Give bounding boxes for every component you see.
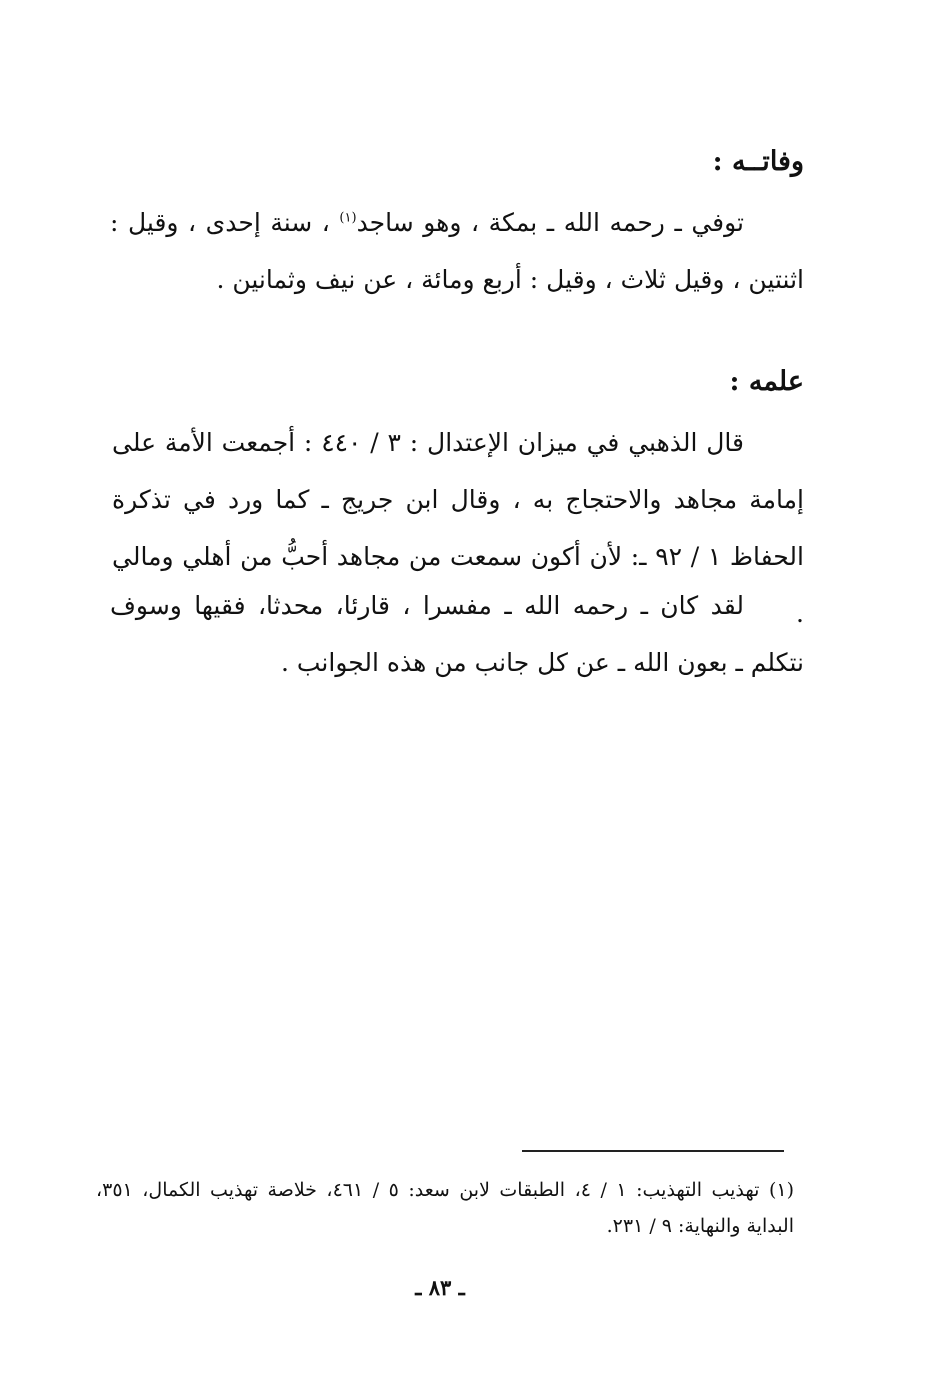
footnote-ref: (١) — [339, 210, 357, 226]
death-paragraph — [110, 194, 804, 308]
death-text-start: توفي ـ رحمه الله ـ بمكة ، وهو ساجد — [356, 208, 744, 237]
knowledge-paragraph-2 — [110, 577, 804, 691]
death-text-end: ، سنة إحدى ، وقيل : اثنتين ، وقيل ثلاث ، وقيل : أربع ومائة ، عن نيف وثمانين . — [110, 208, 804, 294]
knowledge-text-2: لقد كان ـ رحمه الله ـ مفسرا ، قارئا، محدثا، فقيها وسوف نتكلم ـ بعون الله ـ عن كل جانب من هذه الجوانب . — [110, 591, 804, 677]
page-number: ـ ٨٣ ـ — [415, 1275, 465, 1300]
death-text — [110, 194, 804, 308]
knowledge-text-1: قال الذهبي في ميزان الإعتدال : ٣ / ٤٤٠ : أجمعت الأمة على إمامة مجاهد والاحتجاج به ، وقال ابن جريج ـ كما ورد في تذكرة الحفاظ ١ / ٩٢ ـ: لأن أكون سمعت من مجاهد أحبُّ من أهلي ومالي . — [112, 428, 804, 628]
death-heading: وفاتــه : — [712, 146, 804, 177]
footnote: (١) تهذيب التهذيب: ١ / ٤، الطبقات لابن سعد: ٥ / ٤٦١، خلاصة تهذيب الكمال، ٣٥١، البداية والنهاية: ٩ / ٢٣١. — [96, 1179, 795, 1237]
footnote-divider — [522, 1150, 784, 1152]
knowledge-heading: علمه : — [729, 366, 804, 397]
